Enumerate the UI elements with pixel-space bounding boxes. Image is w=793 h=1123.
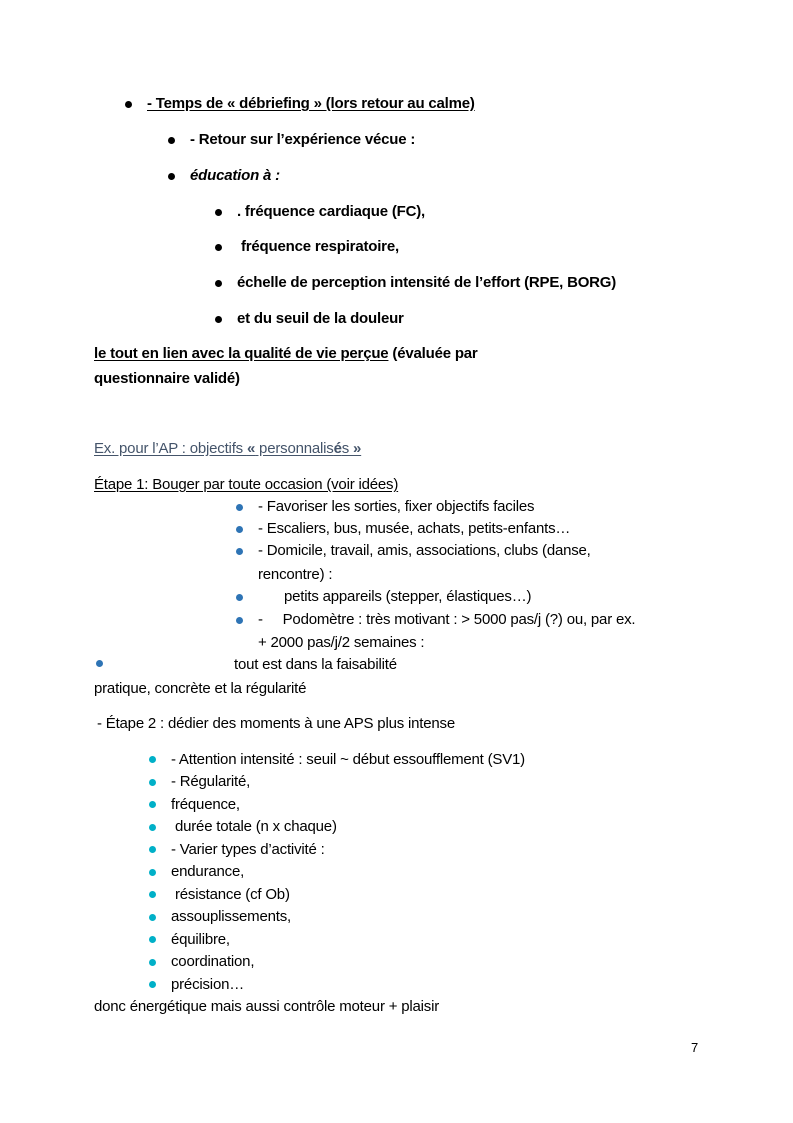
ap-heading-part: Ex. pour l’AP : objectifs: [94, 440, 247, 457]
bullet: [96, 660, 103, 667]
page-number: 7: [691, 1040, 699, 1055]
step2-item: - Régularité,: [171, 773, 251, 790]
bullet: [236, 504, 243, 511]
education-line: éducation à :: [190, 167, 280, 184]
step1-item-cont: rencontre) :: [258, 566, 333, 583]
bullet: [149, 981, 156, 988]
bullet: [215, 280, 222, 287]
step1-item-cont: + 2000 pas/j/2 semaines :: [258, 634, 425, 651]
ap-heading: [94, 440, 361, 457]
bullet: [168, 137, 175, 144]
bullet: [149, 914, 156, 921]
ap-heading-quote: »: [353, 440, 362, 457]
bullet: [236, 617, 243, 624]
ap-heading-part: s: [341, 440, 354, 457]
bullet: [168, 173, 175, 180]
bullet: [215, 316, 222, 323]
bullet: [149, 959, 156, 966]
step2-item: fréquence,: [171, 796, 240, 813]
bullet: [215, 244, 222, 251]
bullet: [149, 801, 156, 808]
summary-rest: (évaluée par: [388, 345, 478, 362]
bullet: [149, 936, 156, 943]
bullet: [236, 526, 243, 533]
step2-item: équilibre,: [171, 931, 230, 948]
step2-item: - Attention intensité : seuil ~ début essoufflement (SV1): [171, 751, 525, 768]
ap-heading-letter: é: [333, 440, 342, 457]
step2-item: coordination,: [171, 953, 255, 970]
feasibility-line-2: pratique, concrète et la régularité: [94, 680, 307, 697]
step2-item: durée totale (n x chaque): [171, 818, 337, 835]
bullet: [125, 101, 132, 108]
bullet: [236, 594, 243, 601]
education-item: et du seuil de la douleur: [237, 310, 404, 327]
bullet: [149, 846, 156, 853]
feasibility-line: tout est dans la faisabilité: [234, 656, 397, 673]
step2-item: résistance (cf Ob): [171, 886, 290, 903]
step2-item: - Varier types d’activité :: [171, 841, 325, 858]
bullet: [215, 209, 222, 216]
education-item: fréquence respiratoire,: [237, 238, 399, 255]
bullet: [149, 869, 156, 876]
retour-line: - Retour sur l’expérience vécue :: [190, 131, 416, 148]
bullet: [149, 779, 156, 786]
step2-title: - Étape 2 : dédier des moments à une APS plus intense: [97, 715, 455, 732]
debrief-title: - Temps de « débriefing » (lors retour au calme): [147, 95, 475, 112]
summary-line: [94, 345, 478, 362]
step2-item: précision…: [171, 976, 245, 993]
bullet: [149, 824, 156, 831]
step1-item: petits appareils (stepper, élastiques…): [284, 588, 532, 605]
step1-title: Étape 1: Bouger par toute occasion (voir idées): [94, 476, 399, 493]
ap-heading-part: personnalis: [255, 440, 334, 457]
conclusion-line: donc énergétique mais aussi contrôle moteur + plaisir: [94, 998, 440, 1015]
step2-item: assouplissements,: [171, 908, 291, 925]
bullet: [236, 548, 243, 555]
step1-item: - Favoriser les sorties, fixer objectifs faciles: [258, 498, 535, 515]
ap-heading-quote: «: [246, 440, 256, 457]
education-item: échelle de perception intensité de l’effort (RPE, BORG): [237, 274, 617, 291]
step1-item: - Escaliers, bus, musée, achats, petits-enfants…: [258, 520, 571, 537]
step1-item: - Podomètre : très motivant : > 5000 pas/j (?) ou, par ex.: [258, 611, 636, 628]
bullet: [149, 891, 156, 898]
summary-underlined: le tout en lien avec la qualité de vie perçue: [94, 345, 389, 362]
education-item: . fréquence cardiaque (FC),: [237, 203, 425, 220]
step2-item: endurance,: [171, 863, 245, 880]
summary-line-2: questionnaire validé): [94, 370, 240, 387]
step1-item: - Domicile, travail, amis, associations, clubs (danse,: [258, 542, 591, 559]
bullet: [149, 756, 156, 763]
